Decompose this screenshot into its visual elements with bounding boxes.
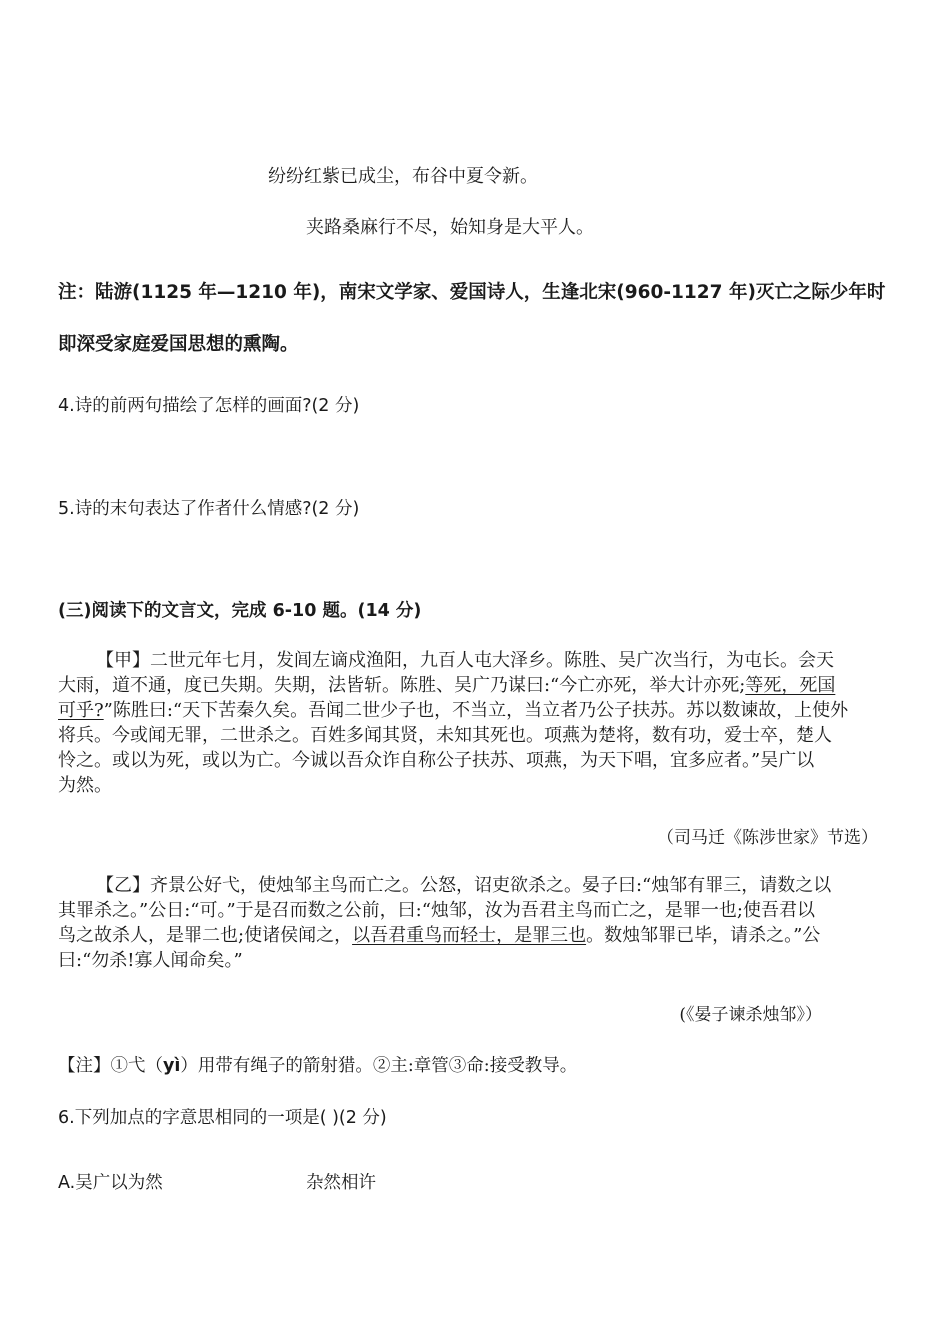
passage-jia [58,648,896,798]
passage-yi-line-4: 曰:“勿杀!寡人闻命矣。” [58,950,243,971]
passage-jia-text: ”陈胜曰:“天下苦秦久矣。吾闻二世少子也，不当立，当立者乃公子扶苏。苏以数谏故，上使外 [103,700,849,721]
passage-jia-line-4: 将兵。今或闻无罪，二世杀之。百姓多闻其贤，未知其死也。项燕为楚将，数有功，爱士卒，楚人 [58,725,832,746]
passage-yi-text: 鸟之故杀人，是罪二也;使诸侯闻之， [58,925,353,946]
passage-jia-source: （司马迁《陈涉世家》节选） [657,828,878,848]
question-6-option-a-compare: 杂然相许 [306,1173,376,1193]
question-6: 6.下列加点的字意思相同的一项是( )(2 分) [58,1108,387,1128]
passage-jia-line-1: 【甲】二世元年七月，发闾左谪戍渔阳，九百人屯大泽乡。陈胜、吴广次当行，为屯长。会天 [96,650,834,671]
underlined-phrase: 可乎? [58,700,104,721]
poet-note-line-2: 即深受家庭爱国思想的熏陶。 [58,334,299,355]
section-3-heading: (三)阅读下的文言文，完成 6-10 题。(14 分) [58,601,422,621]
passage-yi-line-2: 其罪杀之。”公日:“可。”于是召而数之公前，曰:“烛邹，汝为吾君主鸟而亡之，是罪一也;使吾君以 [58,900,815,921]
underlined-phrase: 以吾君重鸟而轻士，是罪三也 [352,925,587,946]
passage-yi-note [58,1052,577,1077]
passage-yi-source: (《晏子谏杀烛邹》） [679,1005,822,1025]
passage-jia-line-2 [58,673,896,698]
passage-jia-line-6: 为然。 [58,775,112,796]
passage-jia-line-5: 怜之。或以为死，或以为亡。今诚以吾众诈自称公子扶苏、项燕，为天下唱，宜多应者。”吴广以 [58,750,815,771]
poem-line-2: 夹路桑麻行不尽，始知身是大平人。 [306,217,594,238]
note-prefix: 【注】①弋（ [58,1056,163,1076]
passage-jia-text: 大雨，道不通，度已失期。失期，法皆斩。陈胜、吴广乃谋曰:“今亡亦死，举大计亦死; [58,675,746,696]
poem-line-1: 纷纷红紫已成尘，布谷中夏令新。 [268,166,538,187]
passage-yi [58,873,896,973]
passage-yi-text: 。数烛邹罪已毕，请杀之。”公 [586,925,821,946]
underlined-phrase: 等死，死国 [745,675,836,696]
question-6-option-a: A.吴广以为然 [58,1173,163,1193]
question-5: 5.诗的末句表达了作者什么情感?(2 分) [58,499,360,519]
passage-jia-line-3 [58,698,896,723]
passage-yi-line-3 [58,923,896,948]
note-suffix: ）用带有绳子的箭射猎。②主:章管③命:接受教导。 [180,1056,578,1076]
poet-note-line-1: 注：陆游(1125 年—1210 年)，南宋文学家、爱国诗人，生逢北宋(960-1127 年)灭亡之际少年时 [58,282,886,303]
note-pinyin: yì [163,1056,181,1076]
passage-yi-line-1: 【乙】齐景公好弋，使烛邹主鸟而亡之。公怒，诏吏欲杀之。晏子曰:“烛邹有罪三，请数之以 [96,875,832,896]
question-4: 4.诗的前两句描绘了怎样的画面?(2 分) [58,396,360,416]
